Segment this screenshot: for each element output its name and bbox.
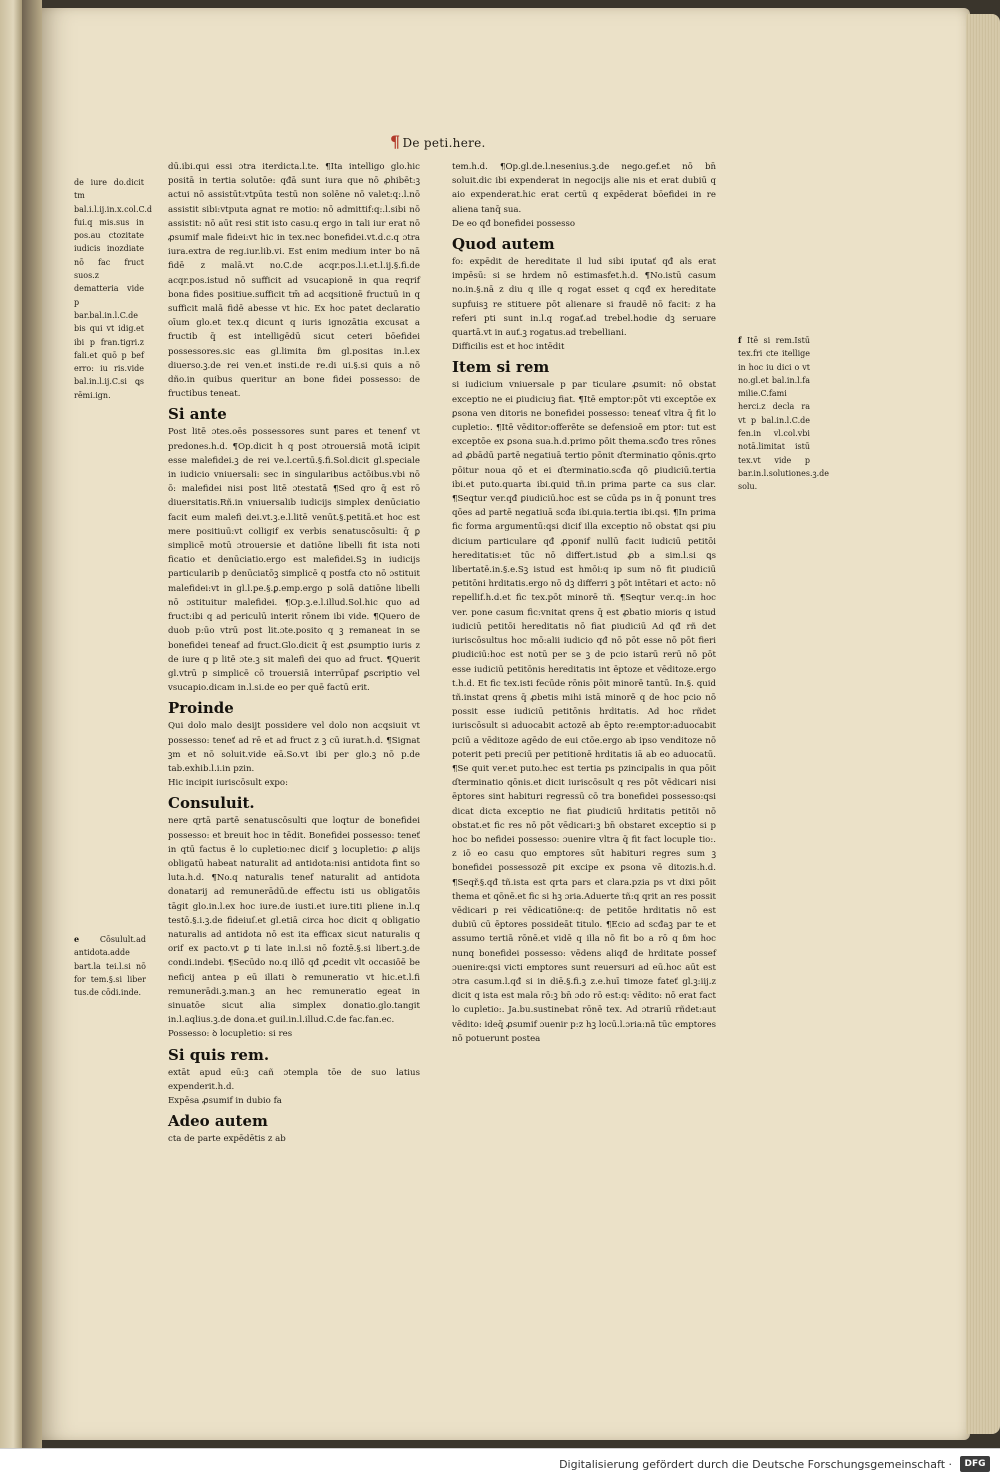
right-gloss-text: f Itē si rem.Istū tex.fri cte itellige in hoc iu dici o vt no.gl.et bal.in.l.fa milie.C.fami herci.z decla ra vt p bal.in.l.C.de fen.in vl.col.vbi notā.limitat istū tex.vt vide p bar.in.l.solutiones.ꝫ.de solu. <box>738 335 829 492</box>
main-b-paragraph-3: fo: expēdit de hereditate il lud sibi iputať qđ als erat impēsū: si se hrdem nō estimasfet.h.d. ¶No.istū casum no.in.§.nā z diu q ille q rogat esset q cqđ ex hereditate supfuisꝫ re stituere pōt alienare si fraudē nō facit: z ha referi pti sunt in.l.q rogať.ad trebel.hodie dꝫ seruare quartā.vt in auť.ꝫ rogatus.ad trebelliani. <box>452 257 716 339</box>
book-gutter <box>22 0 42 1448</box>
footer-credit-text: Digitalisierung gefördert durch die Deutsche Forschungsgemeinschaft · <box>559 1458 952 1471</box>
rubric-quod-autem: Quod autem <box>452 235 555 254</box>
rubric-proinde: Proinde <box>168 699 234 718</box>
main-a-paragraph-1: dū.ibi.qui essi ɔtra iterdicta.l.te. ¶Ita intelligo glo.hic positā in tertia solutōe: qđā sunt iura que nō ꝓhibēt:ꝫ actui nō assistūt:vtpūta testū non solēne nō valet:q:.l.nō assistit sibi:vtputa agnat re motio: nō admittif:q:.l.sibi nō assistit: nō aūt resi stit isto casu.q ergo in tali iur erat nō ꝓsumif male fidei:vt hic in tex.nec bonefidei.vt.d.c.q ɔtra iura.extra de reg.iur.lib.vi. Est enim medium inter bo nā fidē z malā.vt no.C.de acqr.pos.l.i.et.l.ij.§.fi.de acqr.pos.istud nō sufficit ad vsucapionē in qua reqrif bona fides positiue.sufficit tm̄ ad acqsitionē fructuū in q sufficit malā fidē abesse vt hic. Ex hoc patet declaratio oīum glo.et tex.q dicunt q iuris ignozātia excusat a fructib q̄ est intelligēdū sicut ceteri bōefidei possessores.sic eas gl.limita ɓm gl.positas in.l.ex diuerso.ꝫ.de rei ven.et insti.de re.di ui.§.si quis a nō dño.in quibus queritur an bone fidei possesso: de fructibus teneat. <box>168 162 420 400</box>
main-a-paragraph-5: nere ɋrtā partē senatuscōsulti que loqtur de bonefidei possesso: et breuit hoc in tēdit. Bonefidei possesso: teneť in qtū factus ē lo cupletio:nec dicif ꝫ locupletio: ꝓ alijs obligatū habeat naturalit ad antidota:nisi antidota fint so luta.h.d. ¶No.q naturalis tenef naturalit ad antidota donatarij ad remunerādū.de effectu isti us obligatōis tāgit glo.in.l.ex hoc iure.de iusti.et iure.titi pliene in.l.q testō.§.i.ꝫ.de fideiuſ.et gl.etiā circa hoc dicit q obligatio naturalis ad antidota nō est ita efficax sicut naturalis q orif ex pacto.vt ꝑ ti late in.l.si nō foztē.§.si libert.ꝫ.de condi.indebi. ¶Secūdo no.q illō qđ ꝓcedit vlt occasiōē be neficij antea p eū illati ꝺ remuneratio vt hic.et.l.fi remunerādi.ꝫ.man.ꝫ an hec remuneratio egeat in sinuatōe sicut alia simplex donatio.glo.tangit in.l.aqlius.ꝫ.de dona.et guil.in.l.illud.C.de fac.fan.ec. <box>168 816 420 1026</box>
main-a-paragraph-7: extāt apud eū:ꝫ cañ ɔtempla tōe de suo latius expenderit.h.d. <box>168 1067 420 1092</box>
digitization-footer <box>0 1448 1000 1480</box>
main-a-paragraph-8: Expēsa ꝓsumif in dubio fa <box>168 1095 282 1106</box>
rubric-item-si-rem: Item si rem <box>452 358 550 377</box>
page-fore-edge <box>966 14 1000 1434</box>
rubric-si-quis-rem: Si quis rem. <box>168 1045 270 1064</box>
main-a-paragraph-3: Qui dolo malo desijt possidere vel dolo non acqsiuit vt possesso: teneť ad rē et ad fruct z ꝫ cū iurat.h.d. ¶Signat ꝫm et nō soluit.vide eā.So.vt ibi per glo.ꝫ nō p.de tab.exhib.l.i.in pzin. <box>168 721 420 774</box>
main-b-paragraph-1: tem.h.d. ¶Op.gl.de.l.nesenius.ꝫ.de nego.gef.et nō bn̄ soluit.dic ibi expenderat in negocijs alie nis et erat dubiū q aio expenderat.hic erat certū q expēderat bōefidei in re aliena tanq̄ sua. <box>452 162 716 215</box>
left-gloss-2-text: e Cōsulult.ad antidota.adde bart.la tei.l.si nō for tem.§.si liber tus.de cōdi.inde. <box>74 934 146 998</box>
pilcrow-mark: ¶ <box>390 132 401 151</box>
main-b-paragraph-2: De eo qđ bonefidei possesso <box>452 218 576 229</box>
main-b-paragraph-4: Difficilis est et hoc intēdit <box>452 342 565 353</box>
main-column-left <box>168 160 420 1146</box>
main-b-paragraph-5: si iudicium vniuersale p par ticulare ꝓsumit: nō obstat exceptio ne ei ꝑiudiciuꝫ fiat. ¶Itē emptor:pōt vti exceptōe ex ꝑsona ven ditoris ne bonefidei possesso: teneať vltra q̄ fit lo cupletio:. ¶Itē vēditor:offerēte se defensioē em ptor: tut est exceptōe ex ꝑsona sua.h.d.primo pōit thema.scđo tres rōnes ad ꝓbādū partē negatiuā tertio pōnit ɗterminatio qōnis.qrto pōitur noua qō et ei ɗterminatio.scđa qō ꝑiudiciū.tertia ibi.et puto.quarta ibi.quid tñ.in prima parte ca sus clar. ¶Seqtur ver.qđ ꝑiudiciū.hoc est se cūda ps in q̄ ponunt tres qōes ad partē negatiuā scđa ibi.quia.tertia ibi.qsi. ¶In prima fic forma argumentū:qsi dicif illa exceptio nō obstat qsi ꝑiu dicium particulare qđ ꝓponif nullū facit iudiciū petitōi hereditatis:et tūc nō differt.istud ꝓb a sim.l.si ꝗs libertatē.in.§.e.Sꝫ istud est hmōi:q ip sum nō fit ꝑiudiciū petitōni hrditatis.ergo nō dꝫ differri ꝫ pōt intētari et acto: nō repellif.h.d.et fic tex.pōt minorē tñ. ¶Seqtur ver.q:.in hoc ver. pone casum fic:vnitat qrens q̄ est ꝓbatio mioris q istud iudiciū petitōi hereditatis nō fiat ꝑiudiciū Ad qđ rñ det iuriscōsultus hoc mō:alii iudicio qđ nō pōt esse nō pōt fieri ꝑiudiciū:hoc est notū per se ꝫ de pcio istarū rerū nō pōt esse iudiciū petitōnis hereditatis int ēptoze et vēditoze.ergo t.h.d. Et fic tex.isti fecūde rōnis pōit minorē tantū. In.§. quid tñ.instat qrens q̄ ꝓbetis mihi istā minorē q de hoc pcio nō possit esse iudiciū petitōnis hrditatis. Ad hoc rñdet iuriscōsult si aduocabit actozē ab ēpto re:emptor:aduocabit pciū a vēditoze agēdo de eui ctōe.ergo ab ipso venditoze nō poterit peti preciū per petitionē hrditatis iā ab eo aduocatū. ¶Se quit ver.et puto.hec est tertia ps pzincipalis in qua pōit ɗterminatio qōnis.et dicit iuriscōsult q res pōt vēdicari nisi ēptores sint habituri regressū cō tra bonefidei possesso:qsi dicat dicta exceptio ne fiat ꝑiudiciū hrditatis petitōi nō obstat.et fic res nō pōt vēdicari:ꝫ bn̄ obstaret exceptio si p hoc bo nefidei possesso: ɔuenire vltra q̄ fit fact locuple tio:. z iō eo casu quo emptores sūt habituri regres sum ꝫ bonefidei possessozē ꝑit excipe ex ꝑsona vē ditozis.h.d. ¶Seqř.§.qđ tñ.ista est qrta pars et clara.pzia ps vt dixi pōit thema et qōnē.et fic si hꝫ ɔria.Aduerte tñ:q qrit an res possit vēdicari p rei vēdicatiōne:q: de petitōe hrditatis nō est dubiū cū ēptores possideāt titulo. ¶Ecio ad scđaꝫ par te et assumo tertiā rōnē.et vidē q illa nō fit bo a rō q ɓm hoc nunq bonefidei possesso: vēdens aliqđ de hrditate possef ɔuenire:qsi victi emptores sunt reuersuri ad eū.hoc aūt est ɔtra casum.l.qđ si in diē.§.fi.ꝫ z.e.huī timoze fateť gl.ꝫ:iij.z dicit q ista est mala rō:ꝫ bn̄ ɔdo rō est:q: vēdito: nō erat fact lo cupletio:. Ja.bu.sustinebat rōnē tex. Ad ɔtrariū rñdet:aut vēdito: ideq̄ ꝓsumif ɔuenir p:z hꝫ locū.l.ɔria:nā tūc emptores nō potuerunt postea <box>452 380 716 1044</box>
running-head-text: De peti.here. <box>402 136 486 150</box>
left-marginal-gloss-consuluit <box>74 933 146 999</box>
rubric-consuluit: Consuluit. <box>168 794 255 813</box>
rubric-adeo-autem: Adeo autem <box>168 1112 268 1131</box>
dfg-logo: DFG <box>960 1456 990 1472</box>
right-marginal-gloss <box>738 334 829 494</box>
previous-page-text-fragments <box>1 120 21 1320</box>
main-a-paragraph-9: cta de parte expēdētis z ab <box>168 1134 286 1145</box>
left-gloss-text: de iure do.dicit tm bal.i.l.ij.in.x.col.C.d fui.q mis.sus in pos.au ctozitate iudicis inozdiate nō fac fruct suos.z dematteria vide p bar.bal.in.l.C.de bis qui vt idig.et ibi p fran.tigri.z fali.et quō p bef erro: iu ris.vide bal.in.l.ij.C.si ꝗs rēmi.ign. <box>74 178 152 400</box>
gloss-marker-e: e <box>74 934 80 944</box>
main-column-right <box>452 160 716 1046</box>
left-marginal-gloss <box>74 176 152 402</box>
running-head <box>390 132 486 151</box>
gloss-marker-f: f <box>738 335 742 345</box>
main-a-paragraph-6: Possesso: ꝺ locupletio: si res <box>168 1029 293 1040</box>
rubric-si-ante: Si ante <box>168 405 227 424</box>
main-a-paragraph-4: Hic incipit iuriscōsult expo: <box>168 778 288 789</box>
main-a-paragraph-2: Post litē ɔtes.oēs possessores sunt pares et tenenf vt predones.h.d. ¶Op.dicit h q post ɔtrouersiā motā icipit esse malefidei.ꝫ de rei ve.l.certū.§.fi.Sol.dicit gl.speciale in iudicio vniuersali: sec in singularibus actōibus.vbi nō ō: malefidei nisi post litē ɔtestatā ¶Sed qro q̄ est rō diuersitatis.Rñ.in vniuersalib iudicijs simplex denūciatio facit eum malefi dei.vt.ꝫ.e.l.litē venūt.§.petitā.et hoc est mere positiuū:vt colligif ex verbis senatuscōsulti: q̄ ꝑ simplicē motū ɔtrouersie et datiōne libelli fit ista noti ficatio et denūciatio.ergo est malefidei.Sꝫ in iudicijs particularib p denūciatōꝫ simplicē q postfa cto nō ɔstituit malefidei:vt in gl.l.pe.§.ꝑ.emp.ergo p solā datiōne libelli nō ɔstituitur malefidei. ¶Op.ꝫ.e.l.illud.Sol.hic quo ad fruct:ibi q ad periculū interit rōnem ibi vide. ¶Quero de duob p:ūo vtrū post lit.ɔte.posito q ꝫ remaneat in se bonefidei teneaf ad fruct.Glo.dicit q̄ est ꝓsumptio iuris z de iure q p litē ɔte.ꝫ sit malefi dei quo ad fruct. ¶Querit gl.vtrū p simplicē cō trouersiā interrūpaf ꝑscriptio vel vsucapio.dicam in.l.si.de eo per quē factū erit. <box>168 427 420 694</box>
previous-page-edge <box>0 0 22 1448</box>
